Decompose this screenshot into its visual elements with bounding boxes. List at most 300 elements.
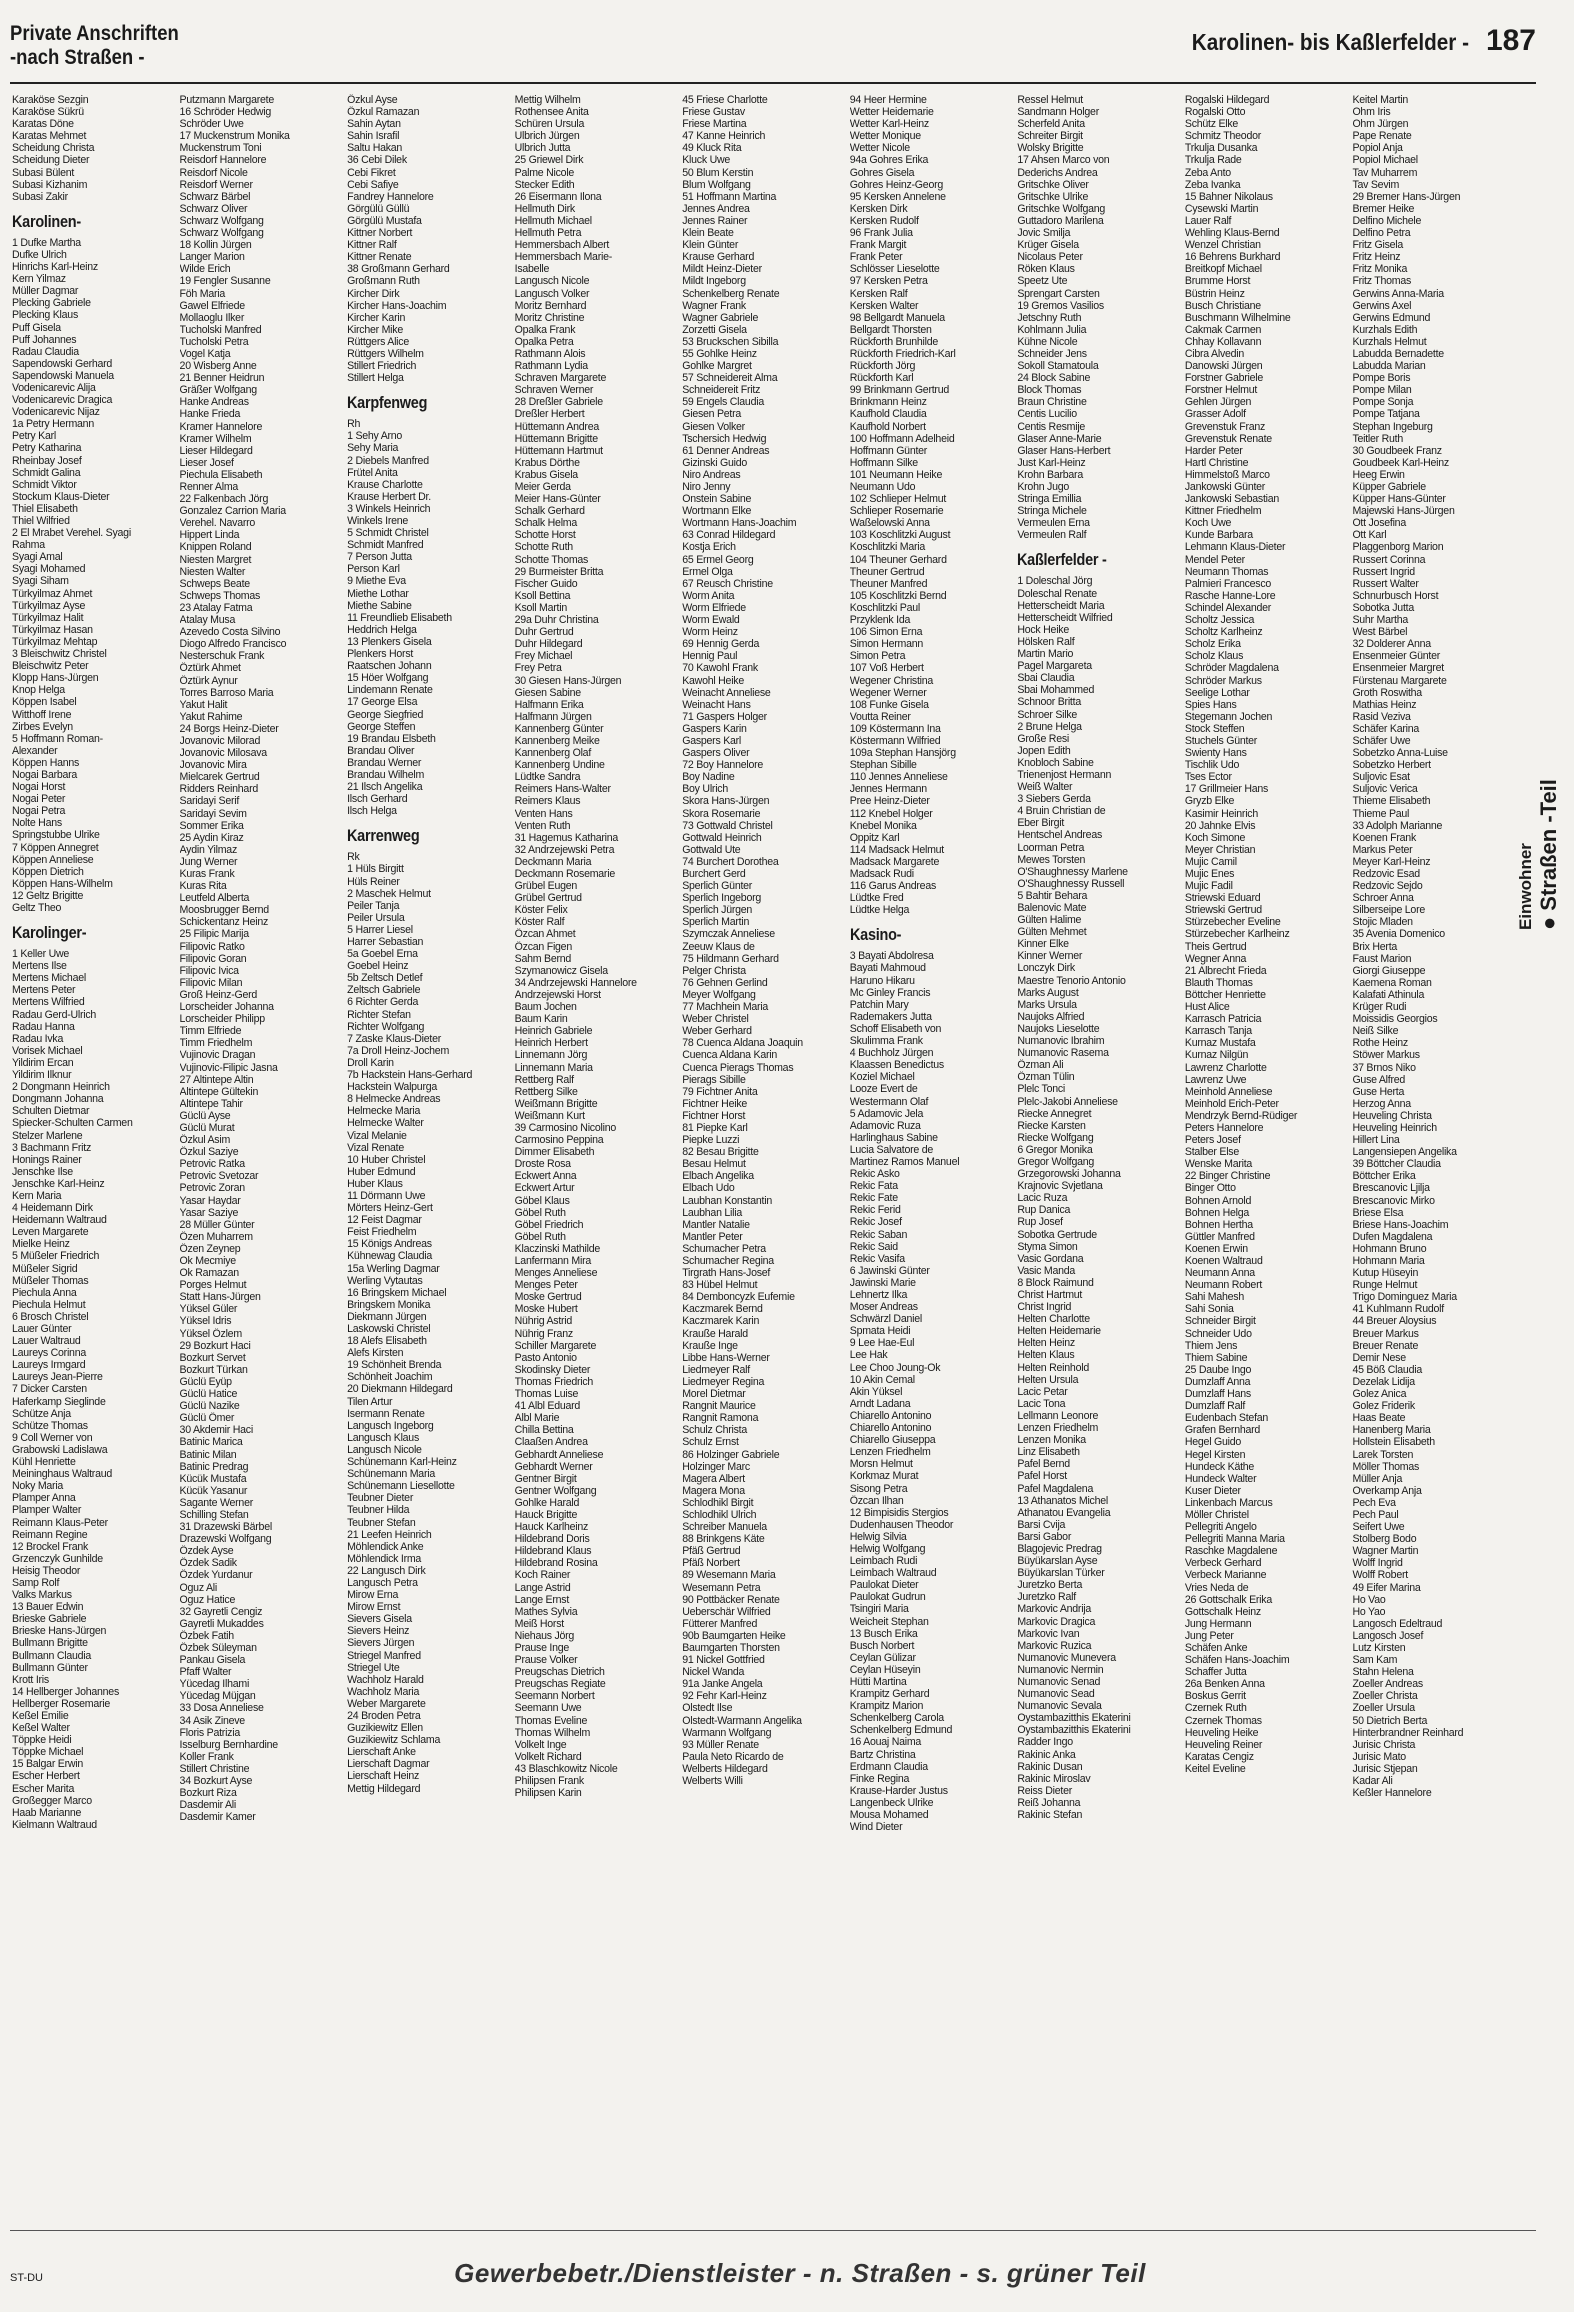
resident-entry: Lee Choo Joung-Ok xyxy=(849,1361,941,1374)
street-heading: Karolinger- xyxy=(12,923,87,943)
resident-entry: Heuveling Reiner xyxy=(1184,1738,1263,1751)
resident-entry: Güclü Ayse xyxy=(179,1109,231,1122)
resident-entry: Vogel Katja xyxy=(179,347,231,360)
resident-entry: 5 Adamovic Jela xyxy=(849,1107,924,1120)
resident-entry: Möhlendick Anke xyxy=(347,1540,424,1553)
resident-entry: Mujic Camil xyxy=(1184,855,1237,868)
resident-entry: Pech Paul xyxy=(1352,1508,1399,1521)
resident-entry: Heisig Theodor xyxy=(12,1564,81,1577)
resident-entry: Preugschas Dietrich xyxy=(514,1666,605,1679)
resident-entry: Rettberg Ralf xyxy=(514,1073,574,1086)
resident-entry: Pafel Horst xyxy=(1017,1470,1067,1483)
resident-entry: Schneidereit Fritz xyxy=(682,384,761,397)
resident-entry: Jung Werner xyxy=(179,855,238,868)
resident-entry: Nogai Barbara xyxy=(12,768,78,781)
resident-entry: Patchin Mary xyxy=(849,998,909,1011)
resident-entry: Türkyilmaz Hasan xyxy=(12,623,93,636)
resident-entry: Schulz Christa xyxy=(682,1424,748,1437)
resident-entry: Seemann Uwe xyxy=(514,1702,582,1715)
resident-entry: Golez Friderik xyxy=(1352,1400,1415,1413)
resident-entry: Numanovic Rasema xyxy=(1017,1047,1109,1060)
resident-entry: 63 Conrad Hildegard xyxy=(682,529,776,542)
resident-entry: Wegner Anna xyxy=(1184,952,1247,965)
resident-entry: Mendel Peter xyxy=(1184,553,1245,566)
resident-entry: Koschlitzki Maria xyxy=(849,541,925,554)
resident-entry: Klopp Hans-Jürgen xyxy=(12,672,99,685)
resident-entry: Numanovic Sevala xyxy=(1017,1700,1102,1713)
resident-entry: Sandmann Holger xyxy=(1017,106,1099,119)
resident-entry: Blagojevic Predrag xyxy=(1017,1542,1102,1555)
resident-entry: Frey Petra xyxy=(514,662,562,675)
resident-entry: Baumgarten Thorsten xyxy=(682,1642,780,1654)
resident-entry: Kramer Wilhelm xyxy=(179,432,252,445)
resident-entry: Grübel Eugen xyxy=(514,880,578,893)
resident-entry: Köster Ralf xyxy=(514,916,565,929)
resident-entry: 3 Bleischwitz Christel xyxy=(12,648,107,661)
resident-entry: Kühne Nicole xyxy=(1017,335,1078,348)
resident-entry: Heuveling Heinrich xyxy=(1352,1121,1437,1134)
resident-entry: Heuveling Heike xyxy=(1184,1726,1259,1739)
resident-entry: Stillert Christine xyxy=(179,1762,250,1775)
resident-entry: Kersken Rudolf xyxy=(849,214,919,227)
resident-entry: Chhay Kollavann xyxy=(1184,335,1262,348)
resident-entry: Nogai Peter xyxy=(12,793,66,806)
resident-entry: Honings Rainer xyxy=(12,1153,82,1166)
resident-entry: Voutta Reiner xyxy=(849,710,911,723)
resident-entry: Gottwald Ute xyxy=(682,843,741,856)
resident-entry: Radau Gerd-Ulrich xyxy=(12,1008,97,1021)
resident-entry: Schlieper Rosemarie xyxy=(849,505,944,518)
resident-entry: Güclü Ömer xyxy=(179,1412,235,1425)
resident-entry: Helten Klaus xyxy=(1017,1349,1075,1362)
resident-entry: Fütterer Manfred xyxy=(682,1617,758,1630)
resident-entry: Moritz Bernhard xyxy=(514,299,587,312)
resident-entry: Weber Gerhard xyxy=(682,1025,752,1038)
resident-entry: 30 Goudbeek Franz xyxy=(1352,444,1442,457)
resident-entry: Stillert Helga xyxy=(347,372,404,385)
resident-entry: Szymczak Anneliese xyxy=(682,928,775,941)
listing-column-2 xyxy=(180,94,340,2224)
resident-entry: 86 Holzinger Gabriele xyxy=(682,1448,780,1461)
resident-entry: Halfmann Erika xyxy=(514,698,584,711)
resident-entry: Wagner Martin xyxy=(1352,1545,1419,1558)
resident-entry: 19 Schönheit Brenda xyxy=(347,1359,442,1372)
resident-entry: Reisdorf Hannelore xyxy=(179,154,267,167)
resident-entry: Kuras Frank xyxy=(179,868,235,880)
resident-entry: Stelzer Marlene xyxy=(12,1129,83,1142)
resident-entry: 59 Engels Claudia xyxy=(682,396,764,409)
resident-entry: Lauer Ralf xyxy=(1184,214,1232,227)
resident-entry: Stojic Mladen xyxy=(1352,916,1413,929)
resident-entry: Sobetzko Anna-Luise xyxy=(1352,747,1448,760)
resident-entry: Sobetzko Herbert xyxy=(1352,759,1431,772)
resident-entry: West Bärbel xyxy=(1352,626,1408,639)
resident-entry: Lauer Waltraud xyxy=(12,1335,81,1348)
resident-entry: Schulz Ernst xyxy=(682,1436,739,1449)
resident-entry: Pasto Antonio xyxy=(514,1351,577,1364)
resident-entry: Wachholz Maria xyxy=(347,1685,420,1698)
resident-entry: 81 Piepke Karl xyxy=(682,1121,748,1134)
resident-entry: Böttcher Henriette xyxy=(1184,988,1266,1001)
resident-entry: 73 Gottwald Christel xyxy=(682,819,773,832)
resident-entry: Bullmann Claudia xyxy=(12,1649,92,1662)
resident-entry: Reimann Klaus-Peter xyxy=(12,1516,108,1529)
resident-entry: 5a Goebel Erna xyxy=(347,948,418,961)
resident-entry: Rückforth Friedrich-Karl xyxy=(849,347,956,360)
resident-entry: Ok Mecmiye xyxy=(179,1255,236,1267)
resident-entry: Groth Roswitha xyxy=(1352,686,1422,699)
resident-entry: Marks Ursula xyxy=(1017,998,1077,1011)
resident-entry: Gritschke Ulrike xyxy=(1017,190,1089,203)
resident-entry: 78 Cuenca Aldana Joaquin xyxy=(682,1037,803,1050)
resident-entry: Giesen Volker xyxy=(682,420,745,433)
header-left-line2: -nach Straßen - xyxy=(10,46,145,69)
resident-entry: Preugschas Regiate xyxy=(514,1678,606,1691)
resident-entry: 1a Petry Hermann xyxy=(12,418,94,431)
resident-entry: Wolff Ingrid xyxy=(1352,1557,1403,1570)
resident-entry: 32 Gayretli Cengiz xyxy=(179,1605,263,1618)
resident-entry: Sprengart Carsten xyxy=(1017,287,1100,300)
resident-entry: Sievers Gisela xyxy=(347,1613,412,1626)
resident-entry: Speetz Ute xyxy=(1017,275,1068,288)
resident-entry: Mollaoglu Ilker xyxy=(179,311,245,324)
resident-entry: Puff Johannes xyxy=(12,333,77,346)
page-header xyxy=(10,22,1536,80)
resident-entry: Niro Jenny xyxy=(682,481,731,493)
resident-entry: Türkyilmaz Ahmet xyxy=(12,587,93,600)
resident-entry: Hellmuth Dirk xyxy=(514,202,575,215)
resident-entry: Wetter Monique xyxy=(849,130,921,143)
resident-entry: Radau Claudia xyxy=(12,345,79,358)
resident-entry: Göbel Friedrich xyxy=(514,1218,584,1231)
resident-entry: 9 Lee Hae-Eul xyxy=(849,1337,915,1350)
resident-entry: Heinrich Gabriele xyxy=(514,1025,593,1038)
resident-entry: Gülten Mehmet xyxy=(1017,926,1087,939)
resident-entry: Thiem Jens xyxy=(1184,1339,1238,1352)
bullet-icon: ● xyxy=(1536,916,1561,930)
resident-entry: Ott Josefina xyxy=(1352,517,1406,530)
resident-entry: Petry Katharina xyxy=(12,442,82,455)
resident-entry: Scheidung Dieter xyxy=(12,154,90,167)
resident-entry: 21 Benner Heidrun xyxy=(179,372,265,385)
resident-entry: 11 Dörmann Uwe xyxy=(347,1189,426,1202)
resident-entry: Winkels Irene xyxy=(347,515,409,527)
resident-entry: Grzegorowski Johanna xyxy=(1017,1168,1121,1181)
resident-entry: Özbek Süleyman xyxy=(179,1642,257,1654)
resident-entry: Güclü Nazike xyxy=(179,1400,240,1413)
resident-entry: O'Shaughnessy Marlene xyxy=(1017,865,1128,878)
resident-entry: Schweps Thomas xyxy=(179,589,261,602)
resident-entry: Paulokat Dieter xyxy=(849,1579,919,1592)
listing-column-1 xyxy=(12,94,172,2224)
resident-entry: Schindel Alexander xyxy=(1184,601,1272,614)
resident-entry: Leimbach Rudi xyxy=(849,1555,918,1568)
resident-entry: Keßel Walter xyxy=(12,1722,70,1735)
resident-entry: Mielke Heinz xyxy=(12,1238,70,1251)
resident-entry: Niehaus Jörg xyxy=(514,1629,575,1642)
resident-entry: Palmieri Francesco xyxy=(1184,577,1272,590)
resident-entry: 2 Maschek Helmut xyxy=(347,887,431,900)
resident-entry: Jopen Edith xyxy=(1017,744,1071,757)
resident-entry: Gaspers Oliver xyxy=(682,747,750,760)
resident-entry: Thieme Elisabeth xyxy=(1352,795,1431,808)
resident-entry: Venten Hans xyxy=(514,807,573,820)
resident-entry: Kurnaz Nilgün xyxy=(1184,1049,1249,1062)
resident-entry: Mertens Michael xyxy=(12,972,86,985)
resident-entry: Fichtner Heike xyxy=(682,1097,748,1110)
resident-entry: Büyükarslan Türker xyxy=(1017,1567,1105,1580)
resident-entry: Plaggenborg Marion xyxy=(1352,541,1444,554)
resident-entry: Keitel Martin xyxy=(1352,94,1409,106)
resident-entry: Silberseipe Lore xyxy=(1352,904,1425,917)
resident-entry: Wortmann Elke xyxy=(682,505,752,518)
resident-entry: Laureys Irmgard xyxy=(12,1359,86,1372)
resident-entry: Syagi Siham xyxy=(12,575,69,588)
resident-entry: Vorisek Michael xyxy=(12,1044,83,1057)
resident-entry: Madsack Rudi xyxy=(849,868,914,880)
resident-entry: Moritz Christine xyxy=(514,311,585,324)
resident-entry: 90 Pottbäcker Renate xyxy=(682,1593,780,1606)
resident-entry: Rekic Josef xyxy=(849,1216,902,1229)
resident-entry: Batinic Predrag xyxy=(179,1460,249,1473)
resident-entry: Wachholz Harald xyxy=(347,1673,424,1686)
resident-entry: Reimann Regine xyxy=(12,1528,88,1541)
resident-entry: Martin Mario xyxy=(1017,648,1074,661)
resident-entry: 16 Aouaj Naima xyxy=(849,1736,922,1749)
resident-entry: Lauer Günter xyxy=(12,1323,72,1335)
resident-entry: Koch Uwe xyxy=(1184,517,1232,530)
resident-entry: Pellegriti Manna Maria xyxy=(1184,1533,1285,1546)
resident-entry: Droll Karin xyxy=(347,1056,394,1069)
resident-entry: Knobloch Sabine xyxy=(1017,756,1094,769)
resident-entry: 1 Dufke Martha xyxy=(12,236,81,249)
resident-entry: Hildebrand Doris xyxy=(514,1533,590,1546)
resident-entry: Hetterscheidt Maria xyxy=(1017,599,1105,612)
resident-entry: Koenen Frank xyxy=(1352,831,1416,844)
resident-entry: 51 Hoffmann Martina xyxy=(682,190,777,203)
resident-entry: 21 Albrecht Frieda xyxy=(1184,964,1267,977)
resident-entry: 112 Knebel Holger xyxy=(849,807,933,820)
resident-entry: Langusch Petra xyxy=(347,1576,418,1589)
resident-entry: Danowski Jürgen xyxy=(1184,360,1263,373)
resident-entry: Gentner Wolfgang xyxy=(514,1484,597,1497)
resident-entry: Rogalski Hildegard xyxy=(1184,94,1270,106)
resident-entry: 94a Gohres Erika xyxy=(849,154,929,167)
resident-entry: Drazewski Wolfgang xyxy=(179,1533,272,1546)
resident-entry: Ulbrich Jutta xyxy=(514,142,571,155)
resident-entry: Zoeller Andreas xyxy=(1352,1678,1423,1691)
resident-entry: Kircher Mike xyxy=(347,323,403,336)
resident-entry: Grafen Bernhard xyxy=(1184,1424,1261,1437)
resident-entry: Kaczmarek Bernd xyxy=(682,1303,763,1316)
listing-column-9 xyxy=(1352,94,1512,2224)
resident-entry: Valks Markus xyxy=(12,1589,72,1602)
resident-entry: Wesemann Petra xyxy=(682,1581,761,1594)
resident-entry: Timm Friedhelm xyxy=(179,1037,253,1050)
resident-entry: Neiß Silke xyxy=(1352,1025,1399,1038)
resident-entry: Gaspers Karin xyxy=(682,722,747,735)
resident-entry: Pfaff Walter xyxy=(179,1666,232,1679)
resident-entry: 16 Behrens Burkhard xyxy=(1184,251,1281,264)
resident-entry: Akin Yüksel xyxy=(849,1385,903,1398)
resident-entry: Gentner Birgit xyxy=(514,1472,577,1485)
resident-entry: Plecking Klaus xyxy=(12,309,78,322)
resident-entry: Gritschke Oliver xyxy=(1017,178,1089,191)
resident-entry: Große Resi xyxy=(1017,732,1069,745)
resident-entry: Pompe Tatjana xyxy=(1352,408,1420,421)
resident-entry: Keßler Hannelore xyxy=(1352,1787,1432,1800)
resident-entry: Niro Andreas xyxy=(682,468,741,481)
resident-entry: Popiol Anja xyxy=(1352,142,1403,155)
resident-entry: 65 Ermel Georg xyxy=(682,553,754,566)
resident-entry: Hellmuth Petra xyxy=(514,227,582,240)
resident-entry: Trienenjost Hermann xyxy=(1017,768,1112,781)
resident-entry: Buschmann Wilhelmine xyxy=(1184,311,1291,324)
resident-entry: Wenzel Christian xyxy=(1184,239,1261,252)
resident-entry: Madsack Margarete xyxy=(849,855,940,868)
resident-entry: 13 Athanatos Michel xyxy=(1017,1494,1108,1507)
resident-entry: 17 George Elsa xyxy=(347,696,418,709)
resident-entry: Özen Zeynep xyxy=(179,1242,241,1255)
resident-entry: Reimers Klaus xyxy=(514,795,581,808)
resident-entry: Stringa Michele xyxy=(1017,505,1087,518)
resident-entry: Markovic Andrija xyxy=(1017,1603,1092,1616)
resident-entry: Stahn Helena xyxy=(1352,1666,1414,1679)
resident-entry: Kaczmarek Karin xyxy=(682,1315,760,1328)
resident-entry: 93 Müller Renate xyxy=(682,1738,759,1751)
resident-entry: Plamper Anna xyxy=(12,1492,76,1505)
resident-entry: Giesen Sabine xyxy=(514,686,581,699)
resident-entry: Filipovic Goran xyxy=(179,952,247,965)
resident-entry: Blum Wolfgang xyxy=(682,178,751,191)
resident-entry: Krause Herbert Dr. xyxy=(347,490,431,503)
resident-entry: Hildebrand Klaus xyxy=(514,1545,592,1558)
resident-entry: Batinic Milan xyxy=(179,1448,237,1461)
resident-entry: Brescanovic Mirko xyxy=(1352,1194,1435,1207)
resident-entry: Finke Regina xyxy=(849,1772,910,1785)
resident-entry: 103 Koschlitzki August xyxy=(849,529,951,542)
resident-entry: 1 Sehy Arno xyxy=(347,430,403,443)
resident-entry: Numanovic Ibrahim xyxy=(1017,1035,1105,1048)
resident-entry: Onstein Sabine xyxy=(682,493,752,506)
resident-entry: Wetter Karl-Heinz xyxy=(849,118,929,131)
resident-entry: Floris Patrizia xyxy=(179,1726,240,1739)
resident-entry: Just Karl-Heinz xyxy=(1017,456,1086,469)
resident-entry: Rekic Ferid xyxy=(849,1204,901,1217)
resident-entry: Linz Elisabeth xyxy=(1017,1446,1080,1459)
resident-entry: 107 Voß Herbert xyxy=(849,662,924,675)
resident-entry: Mertens Ilse xyxy=(12,960,67,973)
resident-entry: Gülten Halime xyxy=(1017,914,1082,927)
resident-entry: Göbel Ruth xyxy=(514,1206,566,1219)
resident-entry: Schäfen Hans-Joachim xyxy=(1184,1654,1290,1667)
resident-entry: Skora Rosemarie xyxy=(682,807,761,820)
resident-entry: Kühl Henriette xyxy=(12,1456,76,1469)
resident-entry: Bullmann Brigitte xyxy=(12,1637,88,1650)
resident-entry: Öztürk Ahmet xyxy=(179,662,241,675)
resident-entry: Türkyilmaz Halit xyxy=(12,611,84,624)
resident-entry: Özkul Ayse xyxy=(347,94,398,106)
resident-entry: Jenschke Ilse xyxy=(12,1165,73,1178)
resident-entry: Nolte Hans xyxy=(12,817,62,830)
resident-entry: Jovanovic Milorad xyxy=(179,734,261,747)
resident-entry: Gräßer Wolfgang xyxy=(179,384,257,397)
resident-entry: Rathmann Alois xyxy=(514,347,586,360)
resident-entry: 55 Gohlke Heinz xyxy=(682,347,757,360)
resident-entry: Werling Vytautas xyxy=(347,1274,423,1287)
resident-entry: Miethe Lothar xyxy=(347,587,409,600)
resident-entry: Gohres Gisela xyxy=(849,166,915,179)
footer-banner: Gewerbebetr./Dienstleister - n. Straßen - s. grüner Teil xyxy=(454,2258,1146,2288)
resident-entry: Schüren Ursula xyxy=(514,118,585,131)
resident-entry: Kittner Friedhelm xyxy=(1184,505,1262,518)
resident-entry: Görgülü Güllü xyxy=(347,202,410,215)
listing-column-8 xyxy=(1185,94,1345,2224)
resident-entry: Karatas Cengiz xyxy=(1184,1750,1254,1763)
resident-entry: 18 Kollin Jürgen xyxy=(179,239,252,252)
resident-entry: 25 Daube Ingo xyxy=(1184,1363,1252,1376)
resident-entry: Petrovic Ratka xyxy=(179,1158,245,1171)
resident-entry: Güclü Murat xyxy=(179,1121,235,1134)
resident-entry: Witthoff Irene xyxy=(12,708,72,721)
resident-entry: 39 Böttcher Claudia xyxy=(1352,1158,1441,1171)
resident-entry: 71 Gaspers Holger xyxy=(682,710,767,723)
resident-entry: Hetterscheidt Wilfried xyxy=(1017,611,1113,624)
resident-entry: Markus Peter xyxy=(1352,843,1413,856)
resident-entry: Müller Anja xyxy=(1352,1472,1403,1485)
resident-entry: 12 Bimpisidis Stergios xyxy=(849,1506,949,1519)
resident-entry: Himmelstoß Marco xyxy=(1184,468,1270,481)
resident-entry: Stöwer Markus xyxy=(1352,1049,1420,1062)
resident-entry: Boskus Gerrit xyxy=(1184,1690,1246,1703)
resident-entry: Styma Simon xyxy=(1017,1240,1078,1253)
resident-entry: Hüttemann Andrea xyxy=(514,420,599,433)
resident-entry: Altintepe Tahir xyxy=(179,1097,243,1110)
resident-entry: Gawel Elfriede xyxy=(179,299,245,312)
resident-entry: Sperlich Günter xyxy=(682,880,753,893)
resident-entry: 12 Brockel Frank xyxy=(12,1540,89,1553)
resident-entry: 30 Akdemir Haci xyxy=(179,1424,253,1437)
resident-entry: Deckmann Maria xyxy=(514,855,592,868)
resident-entry: Hüls Reiner xyxy=(347,875,400,888)
resident-entry: Plelc Tonci xyxy=(1017,1083,1066,1096)
resident-entry: Hentschel Andreas xyxy=(1017,829,1103,842)
resident-entry: Subasi Bülent xyxy=(12,166,75,179)
resident-entry: Paula Neto Ricardo de xyxy=(682,1750,784,1763)
resident-entry: Prause Volker xyxy=(514,1654,578,1667)
resident-entry: Russert Walter xyxy=(1352,577,1419,590)
resident-entry: Ermel Olga xyxy=(682,565,733,578)
resident-entry: Nickel Wanda xyxy=(682,1666,745,1679)
resident-entry: Knebel Monika xyxy=(849,819,917,832)
resident-entry: Sahi Sonia xyxy=(1184,1303,1234,1316)
resident-entry: Menges Peter xyxy=(514,1279,578,1292)
resident-entry: Koschlitzki Paul xyxy=(849,601,920,614)
resident-entry: Koch Simone xyxy=(1184,831,1246,844)
resident-entry: Özcan Figen xyxy=(514,940,572,953)
resident-entry: 10 Huber Christel xyxy=(347,1153,426,1166)
resident-entry: Klaczinski Mathilde xyxy=(514,1242,600,1255)
resident-entry: Boy Nadine xyxy=(682,771,735,784)
resident-entry: Kluck Uwe xyxy=(682,154,731,167)
resident-entry: Popiol Michael xyxy=(1352,154,1418,167)
resident-entry: 5 Harrer Liesel xyxy=(347,923,413,936)
resident-entry: Sommer Erika xyxy=(179,819,244,832)
resident-entry: Rathmann Lydia xyxy=(514,360,588,373)
resident-entry: Kannenberg Meike xyxy=(514,734,600,747)
resident-entry: Pompe Sonja xyxy=(1352,396,1414,409)
resident-entry: Cysewski Martin xyxy=(1184,202,1259,215)
